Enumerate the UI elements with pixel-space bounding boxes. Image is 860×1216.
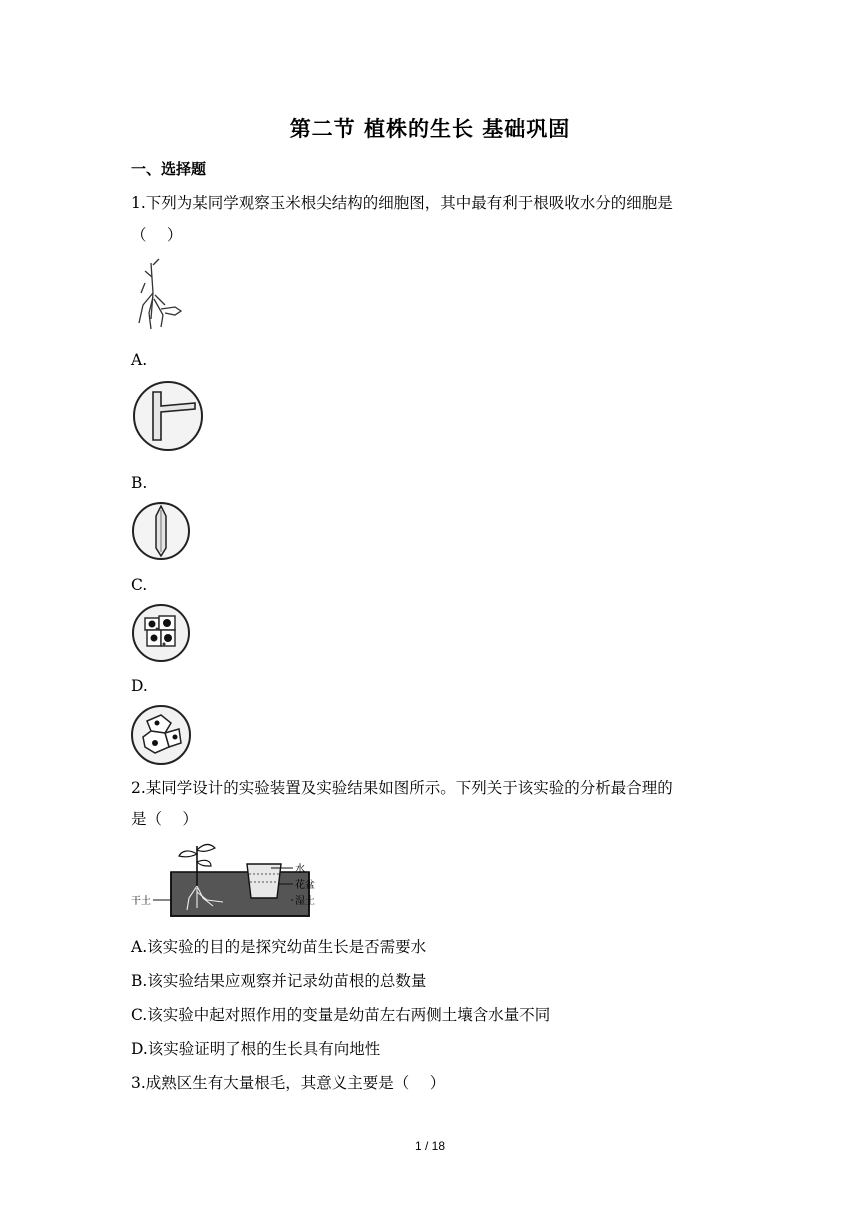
question-2-option-c: C.该实验中起对照作用的变量是幼苗左右两侧土壤含水量不同 [131, 1006, 551, 1024]
experiment-setup-figure [131, 838, 333, 920]
question-2-blank: 是（ ） [131, 810, 198, 828]
question-2-option-a: A.该实验的目的是探究幼苗生长是否需要水 [131, 938, 427, 956]
page-title: 第二节 植株的生长 基础巩固 [289, 117, 571, 141]
question-1-option-b: B. [131, 474, 148, 492]
question-2-option-d: D.该实验证明了根的生长具有向地性 [131, 1040, 381, 1058]
question-1-option-c: C. [131, 576, 148, 594]
question-1-blank: （ ） [131, 226, 183, 244]
section-heading: 一、选择题 [131, 160, 207, 178]
label-water: 水 [295, 864, 305, 875]
question-1-option-a: A. [131, 351, 148, 369]
question-2-option-b: B.该实验结果应观察并记录幼苗根的总数量 [131, 972, 427, 990]
cell-b-image [131, 500, 193, 562]
question-1-option-d: D. [131, 677, 148, 695]
question-2-text: 2.某同学设计的实验装置及实验结果如图所示。下列关于该实验的分析最合理的 [131, 779, 673, 797]
label-dry-soil: 干土 [131, 896, 151, 907]
cell-d-image [131, 703, 193, 767]
label-wet-soil: 湿土 [295, 896, 315, 907]
question-1-text: 1.下列为某同学观察玉米根尖结构的细胞图，其中最有利于根吸收水分的细胞是 [131, 194, 673, 212]
page-number: 1 / 18 [414, 1139, 446, 1153]
cell-a-image [131, 378, 207, 454]
question-3-text: 3.成熟区生有大量根毛，其意义主要是（ ） [131, 1074, 446, 1092]
root-tip-figure [131, 253, 187, 337]
label-pot: 花盆 [295, 880, 315, 891]
cell-c-image [131, 602, 193, 664]
